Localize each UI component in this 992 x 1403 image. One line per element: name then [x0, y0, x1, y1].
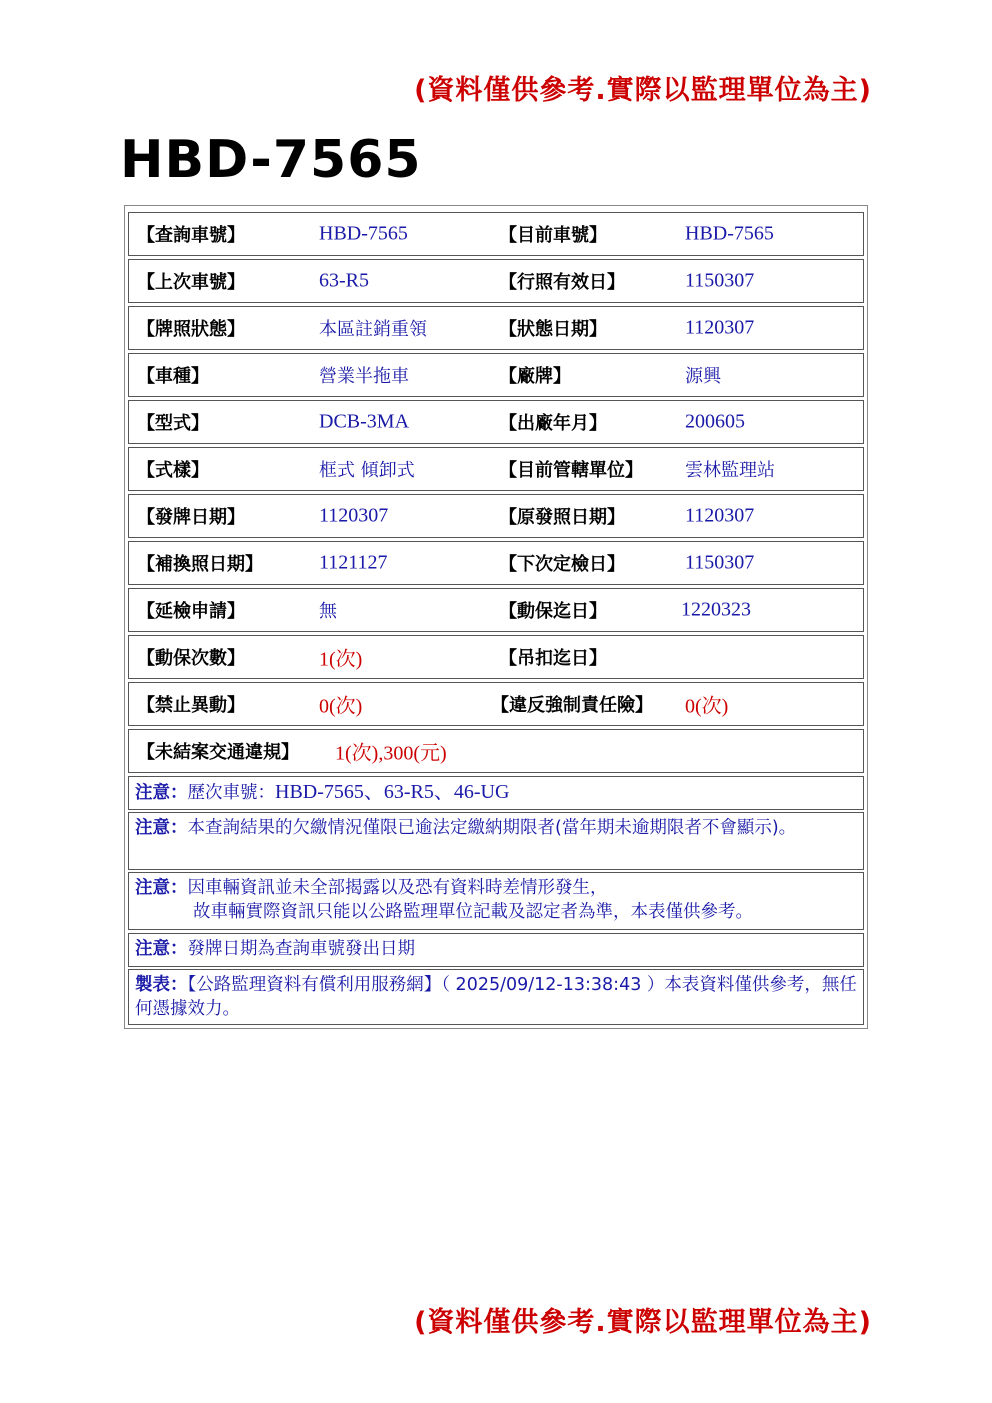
chattel-mortgage-end-value: 1220323	[681, 598, 751, 621]
footer-text: 【公路監理資料有償利用服務網】（ 2025/09/12-13:38:43 ）本表資料僅供參考，無任何憑據效力。	[135, 975, 857, 1019]
issue-date-label: 【發牌日期】	[137, 507, 245, 528]
table-row	[128, 494, 864, 538]
current-plate-value: HBD-7565	[685, 222, 774, 245]
issue-date-value: 1120307	[319, 504, 389, 527]
jurisdiction-value: 雲林監理站	[685, 460, 775, 481]
table-row	[128, 447, 864, 491]
brand-value: 源興	[685, 366, 721, 387]
note-issue-date-text: 發牌日期為查詢車號發出日期	[187, 939, 415, 959]
vehicle-type-label: 【車種】	[137, 366, 209, 387]
chattel-mortgage-count-value: 1(次)	[319, 648, 363, 671]
note-plate-history	[128, 776, 864, 810]
insurance-violation-label: 【違反強制責任險】	[491, 695, 653, 716]
plate-status-value: 本區註銷重領	[319, 319, 427, 340]
manufacture-date-value: 200605	[685, 410, 745, 433]
reissue-date-label: 【補換照日期】	[137, 554, 263, 575]
note-tag: 注意：	[135, 878, 188, 898]
table-row	[128, 212, 864, 256]
note-arrears-text: 本查詢結果的欠繳情況僅限已逾法定繳納期限者(當年期未逾期限者不會顯示)。	[187, 818, 797, 838]
inspection-extension-label: 【延檢申請】	[137, 601, 245, 622]
pending-violations-value: 1(次),300(元)	[335, 742, 447, 765]
table-row	[128, 682, 864, 726]
note-tag: 注意：	[135, 939, 188, 959]
style-value: 框式 傾卸式	[319, 460, 415, 481]
transfer-ban-value: 0(次)	[319, 695, 363, 718]
note-tag: 注意：	[135, 783, 188, 803]
status-date-value: 1120307	[685, 316, 755, 339]
disclaimer-top: (資料僅供參考.實際以監理單位為主)	[414, 75, 872, 106]
model-value: DCB-3MA	[319, 410, 410, 433]
manufacture-date-label: 【出廠年月】	[499, 413, 607, 434]
current-plate-label: 【目前車號】	[499, 225, 607, 246]
query-plate-label: 【查詢車號】	[137, 225, 245, 246]
next-inspection-label: 【下次定檢日】	[499, 554, 625, 575]
table-row	[128, 259, 864, 303]
table-row	[128, 400, 864, 444]
status-date-label: 【狀態日期】	[499, 319, 607, 340]
insurance-violation-value: 0(次)	[685, 695, 729, 718]
table-row	[128, 729, 864, 773]
table-row	[128, 541, 864, 585]
note-arrears	[128, 812, 864, 870]
license-expiry-value: 1150307	[685, 269, 755, 292]
footer-tag: 製表：	[135, 975, 188, 995]
jurisdiction-label: 【目前管轄單位】	[499, 460, 643, 481]
reissue-date-value: 1121127	[319, 551, 388, 574]
history-text: 歷次車號：	[187, 783, 275, 803]
history-plates: HBD-7565、63-R5、46-UG	[275, 781, 510, 803]
query-plate-value: HBD-7565	[319, 222, 408, 245]
brand-label: 【廠牌】	[499, 366, 571, 387]
note-data-lag-line2: 故車輛實際資訊只能以公路監理單位記載及認定者為準，本表僅供參考。	[193, 902, 753, 922]
model-label: 【型式】	[137, 413, 209, 434]
chattel-mortgage-count-label: 【動保次數】	[137, 648, 245, 669]
table-row	[128, 635, 864, 679]
page-title: HBD-7565	[120, 130, 422, 190]
original-license-date-value: 1120307	[685, 504, 755, 527]
table-row	[128, 588, 864, 632]
pending-violations-label: 【未結案交通違規】	[137, 742, 299, 763]
plate-status-label: 【牌照狀態】	[137, 319, 245, 340]
disclaimer-bottom: (資料僅供參考.實際以監理單位為主)	[414, 1307, 872, 1338]
previous-plate-value: 63-R5	[319, 269, 369, 292]
note-tag: 注意：	[135, 818, 188, 838]
note-data-lag	[128, 872, 864, 930]
table-row	[128, 306, 864, 350]
table-row	[128, 353, 864, 397]
vehicle-report-table	[124, 205, 868, 1029]
vehicle-type-value: 營業半拖車	[319, 366, 409, 387]
original-license-date-label: 【原發照日期】	[499, 507, 625, 528]
previous-plate-label: 【上次車號】	[137, 272, 245, 293]
chattel-mortgage-end-label: 【動保迄日】	[499, 601, 607, 622]
transfer-ban-label: 【禁止異動】	[137, 695, 245, 716]
suspension-end-label: 【吊扣迄日】	[499, 648, 607, 669]
note-issue-date	[128, 933, 864, 967]
inspection-extension-value: 無	[319, 601, 337, 622]
style-label: 【式樣】	[137, 460, 209, 481]
license-expiry-label: 【行照有效日】	[499, 272, 625, 293]
report-footer	[128, 969, 864, 1025]
next-inspection-value: 1150307	[685, 551, 755, 574]
note-data-lag-line1: 因車輛資訊並未全部揭露以及恐有資料時差情形發生，	[187, 878, 608, 898]
